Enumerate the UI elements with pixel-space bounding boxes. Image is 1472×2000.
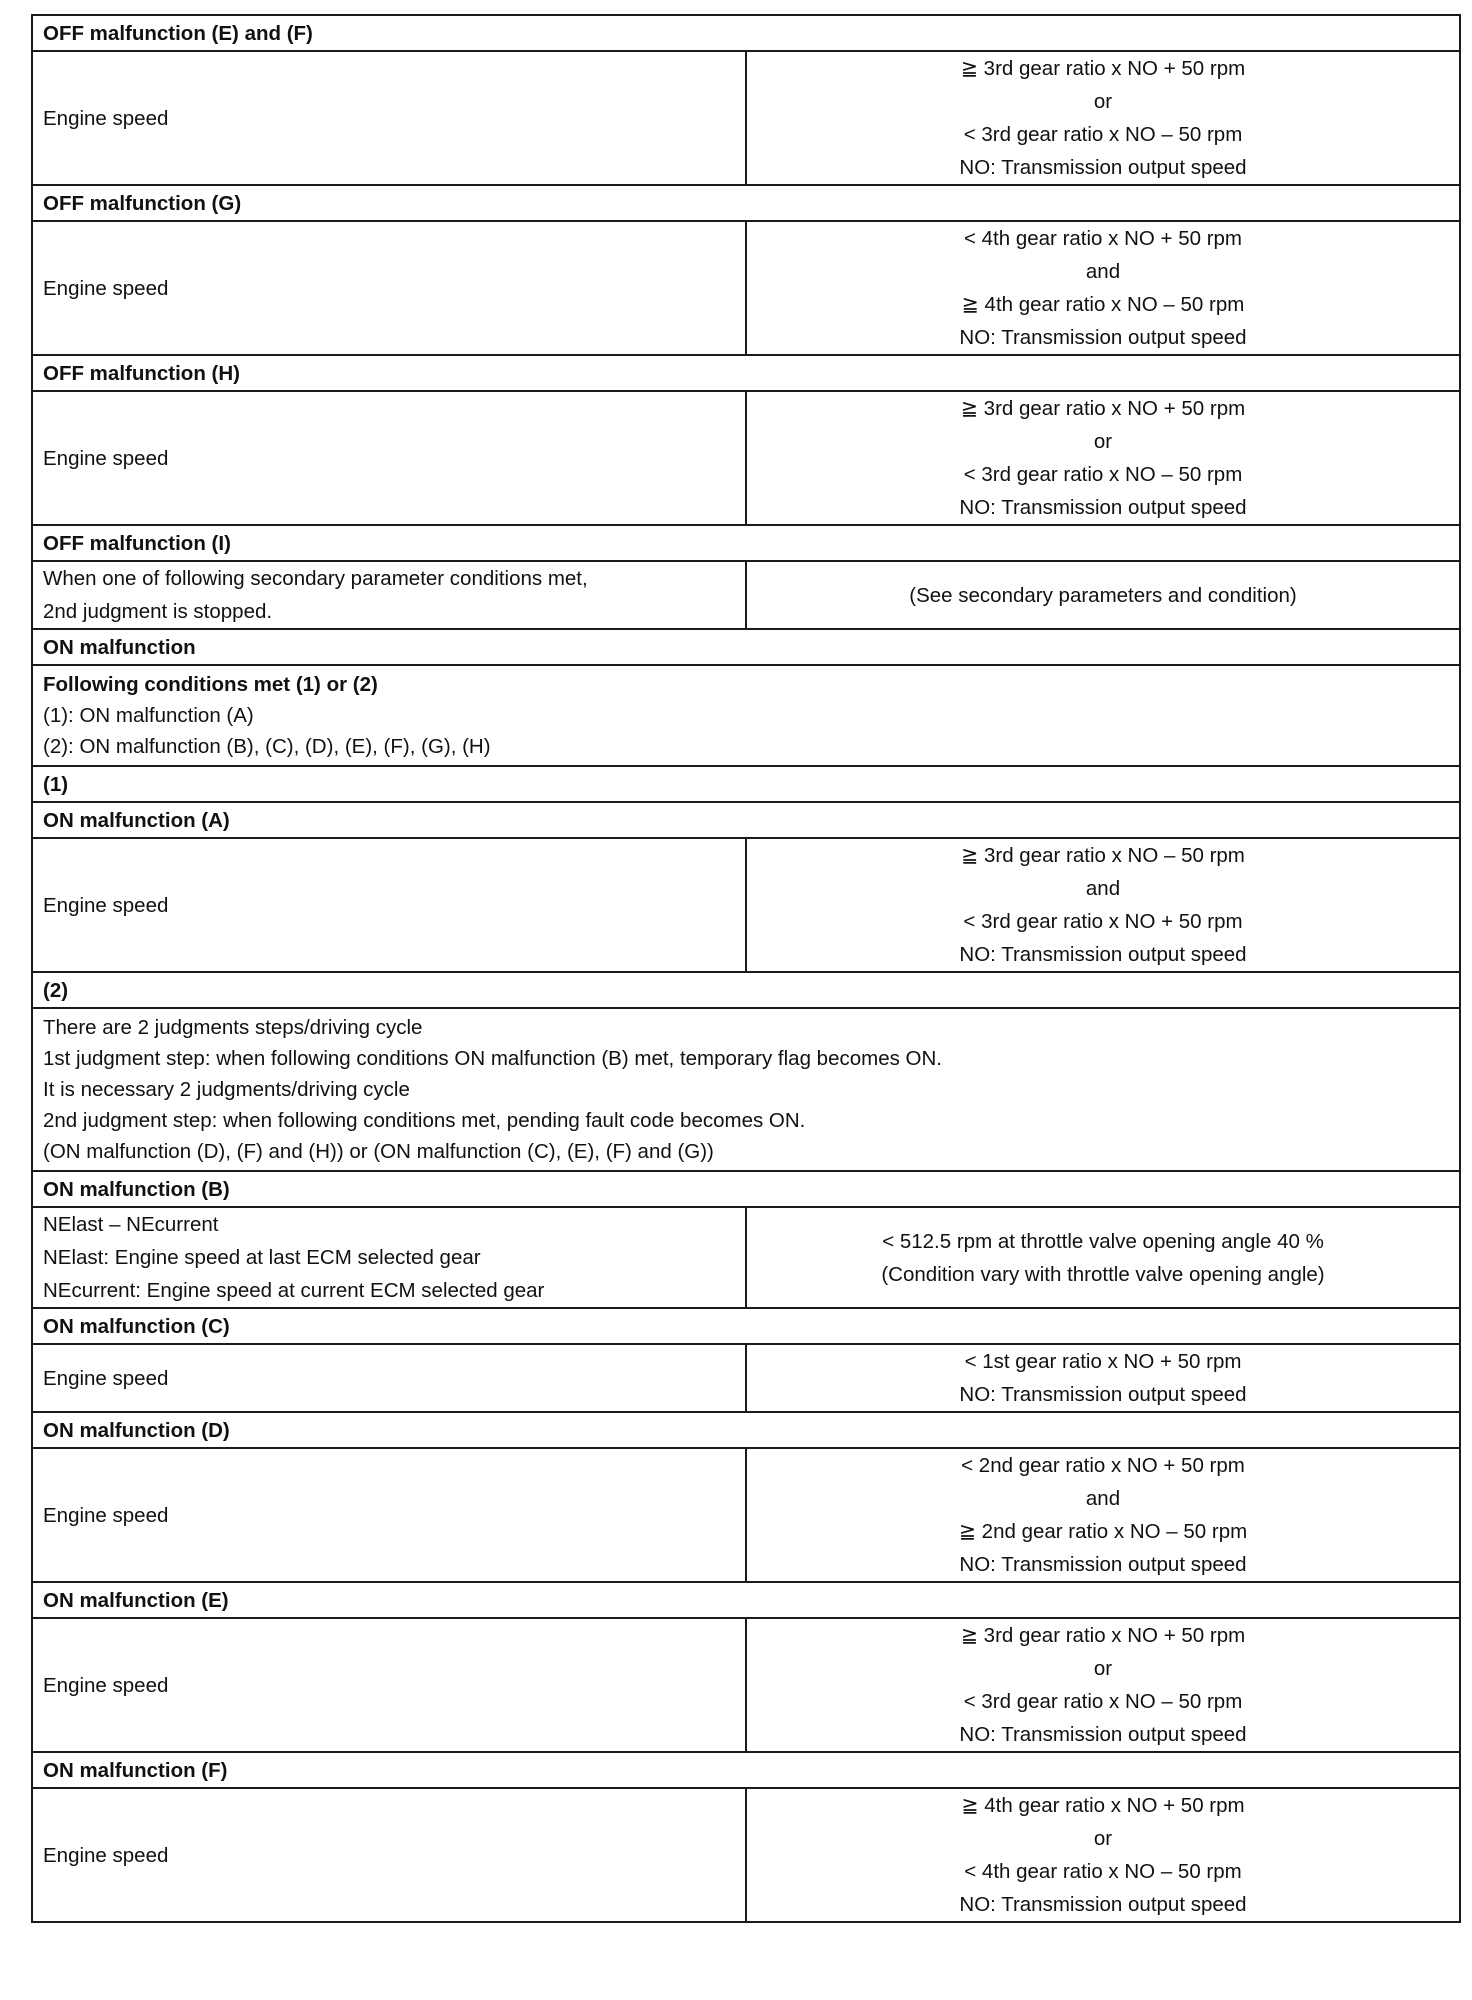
parameter-cell <box>32 1448 746 1582</box>
table-row <box>32 1752 1460 1788</box>
condition-text: NO: Transmission output speed <box>959 1893 1247 1916</box>
section-header: ON malfunction <box>32 629 1460 665</box>
parameter-cell <box>32 561 746 629</box>
table-body <box>32 15 1460 1922</box>
table-row <box>32 1308 1460 1344</box>
parameter-cell <box>32 838 746 972</box>
table-row <box>32 1412 1460 1448</box>
section-header: ON malfunction (C) <box>32 1308 1460 1344</box>
note-line: 2nd judgment step: when following conditions met, pending fault code becomes ON. <box>43 1109 806 1132</box>
table-row <box>32 51 1460 185</box>
note-heading: Following conditions met (1) or (2) <box>43 673 378 696</box>
note-line: (2): ON malfunction (B), (C), (D), (E), (F), (G), (H) <box>43 735 491 758</box>
condition-text: or <box>1093 1827 1113 1850</box>
condition-text: ≧ 4th gear ratio x NO – 50 rpm <box>961 293 1245 316</box>
parameter-cell <box>32 1344 746 1412</box>
condition-text: ≧ 3rd gear ratio x NO – 50 rpm <box>961 844 1245 867</box>
parameter-text: NElast: Engine speed at last ECM selected gear <box>43 1246 481 1269</box>
condition-cell <box>746 1618 1460 1752</box>
condition-text: or <box>1093 430 1113 453</box>
table-row <box>32 525 1460 561</box>
parameter-text: When one of following secondary parameter conditions met, <box>43 567 588 590</box>
section-header: ON malfunction (E) <box>32 1582 1460 1618</box>
condition-text: < 3rd gear ratio x NO – 50 rpm <box>963 1690 1243 1713</box>
table-row <box>32 1582 1460 1618</box>
table-row <box>32 1448 1460 1582</box>
section-header: ON malfunction (B) <box>32 1171 1460 1207</box>
parameter-text: Engine speed <box>43 1503 169 1527</box>
condition-text: NO: Transmission output speed <box>959 496 1247 519</box>
parameter-text: NEcurrent: Engine speed at current ECM selected gear <box>43 1279 545 1302</box>
parameter-text: 2nd judgment is stopped. <box>43 600 273 623</box>
table-row <box>32 1171 1460 1207</box>
section-header: ON malfunction (F) <box>32 1752 1460 1788</box>
note-line: It is necessary 2 judgments/driving cycle <box>43 1078 410 1101</box>
parameter-text: Engine speed <box>43 1366 169 1390</box>
table-row <box>32 972 1460 1008</box>
condition-text: or <box>1093 90 1113 113</box>
table-row <box>32 802 1460 838</box>
condition-text: NO: Transmission output speed <box>959 943 1247 966</box>
condition-text: < 3rd gear ratio x NO + 50 rpm <box>963 910 1243 933</box>
condition-cell <box>746 391 1460 525</box>
parameter-cell <box>32 1618 746 1752</box>
table-row <box>32 561 1460 629</box>
condition-text: < 512.5 rpm at throttle valve opening angle 40 % <box>882 1229 1324 1253</box>
section-header: OFF malfunction (H) <box>32 355 1460 391</box>
parameter-cell <box>32 391 746 525</box>
condition-cell <box>746 1207 1460 1308</box>
condition-text: < 4th gear ratio x NO – 50 rpm <box>964 1860 1242 1883</box>
table-row <box>32 1008 1460 1171</box>
condition-text: (Condition vary with throttle valve opening angle) <box>881 1262 1325 1286</box>
condition-cell <box>746 1344 1460 1412</box>
parameter-text: NElast – NEcurrent <box>43 1213 219 1236</box>
condition-cell <box>746 838 1460 972</box>
note-cell <box>32 665 1460 766</box>
condition-text: ≧ 2nd gear ratio x NO – 50 rpm <box>958 1520 1248 1543</box>
condition-cell <box>746 51 1460 185</box>
note-line: (ON malfunction (D), (F) and (H)) or (ON malfunction (C), (E), (F) and (G)) <box>43 1140 714 1163</box>
condition-text: NO: Transmission output speed <box>959 1553 1247 1576</box>
condition-text: or <box>1093 1657 1113 1680</box>
section-header: (1) <box>32 766 1460 802</box>
section-header: OFF malfunction (E) and (F) <box>32 15 1460 51</box>
malfunction-conditions-table <box>31 14 1461 1923</box>
condition-text: ≧ 4th gear ratio x NO + 50 rpm <box>961 1794 1245 1817</box>
table-row <box>32 1618 1460 1752</box>
parameter-text: Engine speed <box>43 106 169 130</box>
condition-text: (See secondary parameters and condition) <box>909 583 1297 607</box>
parameter-cell <box>32 51 746 185</box>
table-row <box>32 766 1460 802</box>
parameter-text: Engine speed <box>43 1673 169 1697</box>
parameter-text: Engine speed <box>43 1843 169 1867</box>
condition-text: and <box>1085 1487 1121 1510</box>
note-cell <box>32 1008 1460 1171</box>
table-row <box>32 629 1460 665</box>
condition-text: NO: Transmission output speed <box>959 1723 1247 1746</box>
note-line: (1): ON malfunction (A) <box>43 704 254 727</box>
table-row <box>32 665 1460 766</box>
parameter-text: Engine speed <box>43 893 169 917</box>
table-row <box>32 838 1460 972</box>
table-row <box>32 1788 1460 1922</box>
section-header: ON malfunction (A) <box>32 802 1460 838</box>
section-header: ON malfunction (D) <box>32 1412 1460 1448</box>
parameter-text: Engine speed <box>43 446 169 470</box>
condition-text: and <box>1085 877 1121 900</box>
condition-text: ≧ 3rd gear ratio x NO + 50 rpm <box>960 1624 1246 1647</box>
condition-text: < 3rd gear ratio x NO – 50 rpm <box>963 463 1243 486</box>
condition-text: < 4th gear ratio x NO + 50 rpm <box>963 227 1243 250</box>
condition-text: NO: Transmission output speed <box>959 156 1247 179</box>
condition-text: ≧ 3rd gear ratio x NO + 50 rpm <box>960 397 1246 420</box>
section-header: OFF malfunction (G) <box>32 185 1460 221</box>
parameter-cell <box>32 221 746 355</box>
table-row <box>32 355 1460 391</box>
table-row <box>32 391 1460 525</box>
condition-text: ≧ 3rd gear ratio x NO + 50 rpm <box>960 57 1246 80</box>
parameter-cell <box>32 1788 746 1922</box>
parameter-text: Engine speed <box>43 276 169 300</box>
note-line: 1st judgment step: when following conditions ON malfunction (B) met, temporary flag becomes ON. <box>43 1047 942 1070</box>
condition-cell <box>746 1788 1460 1922</box>
condition-text: and <box>1085 260 1121 283</box>
table-row <box>32 1344 1460 1412</box>
parameter-cell <box>32 1207 746 1308</box>
condition-text: NO: Transmission output speed <box>959 326 1247 349</box>
table-row <box>32 15 1460 51</box>
table-row <box>32 185 1460 221</box>
section-header: (2) <box>32 972 1460 1008</box>
table-row <box>32 221 1460 355</box>
condition-cell <box>746 561 1460 629</box>
condition-text: < 3rd gear ratio x NO – 50 rpm <box>963 123 1243 146</box>
table-row <box>32 1207 1460 1308</box>
condition-cell <box>746 1448 1460 1582</box>
condition-text: < 1st gear ratio x NO + 50 rpm <box>964 1350 1242 1373</box>
condition-text: NO: Transmission output speed <box>959 1383 1247 1406</box>
condition-cell <box>746 221 1460 355</box>
condition-text: < 2nd gear ratio x NO + 50 rpm <box>961 1454 1245 1477</box>
section-header: OFF malfunction (I) <box>32 525 1460 561</box>
note-line: There are 2 judgments steps/driving cycle <box>43 1016 423 1039</box>
